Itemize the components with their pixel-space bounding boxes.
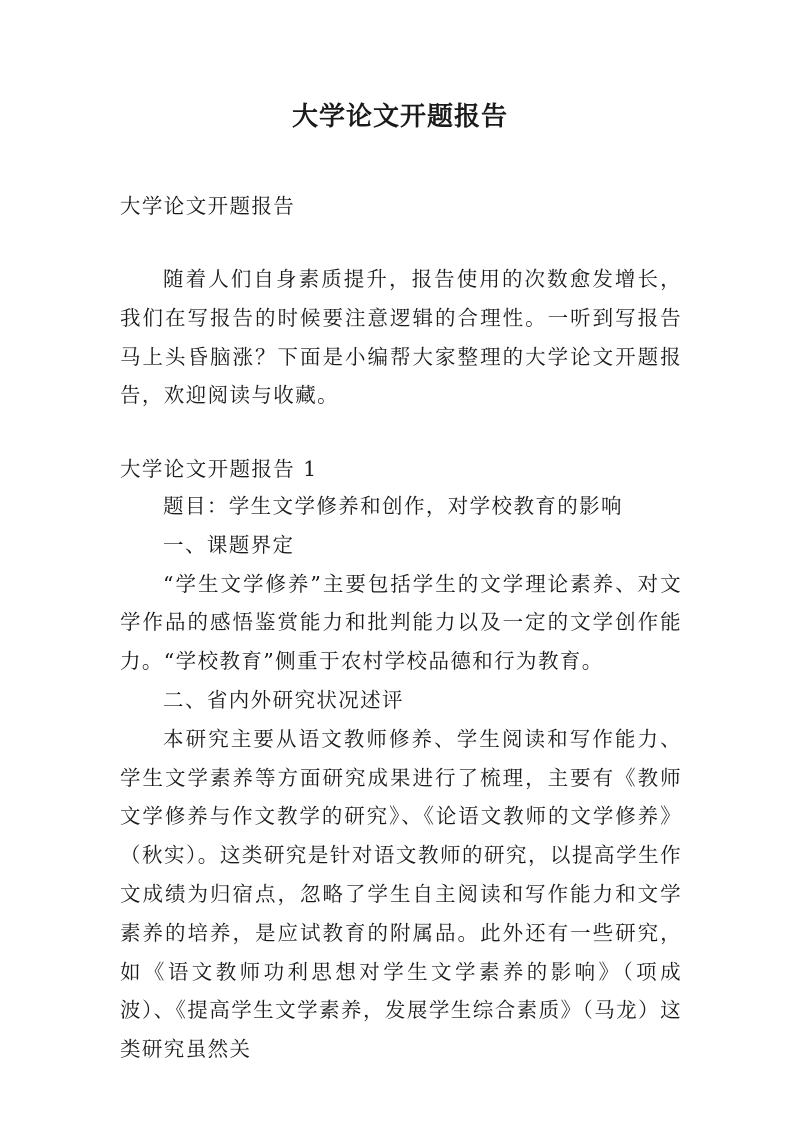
section-body	[120, 487, 682, 1069]
review-paragraph: 本研究主要从语文教师修养、学生阅读和写作能力、学生文学素养等方面研究成果进行了梳理，主要有《教师文学修养与作文教学的研究》、《论语文教师的文学修养》（秋实）。这类研究是针对语文教师的研究，以提高学生作文成绩为归宿点，忽略了学生自主阅读和写作能力和文学素养的培养，是应试教育的附属品。此外还有一些研究，如《语文教师功利思想对学生文学素养的影响》（项成波）、《提高学生文学素养，发展学生综合素质》（马龙）这类研究虽然关	[120, 726, 682, 1062]
intro-paragraph: 随着人们自身素质提升，报告使用的次数愈发增长，我们在写报告的时候要注意逻辑的合理性。一听到写报告马上头昏脑涨？下面是小编帮大家整理的大学论文开题报告，欢迎阅读与收藏。	[120, 267, 682, 408]
heading-research-review: 二、省内外研究状况述评	[163, 687, 404, 712]
definition-paragraph: “学生文学修养”主要包括学生的文学理论素养、对文学作品的感悟鉴赏能力和批判能力以及一定的文学创作能力。“学校教育”侧重于农村学校品德和行为教育。	[120, 571, 682, 674]
section-heading: 大学论文开题报告 1	[120, 457, 318, 481]
document-title: 大学论文开题报告	[291, 102, 508, 132]
heading-topic-definition: 一、课题界定	[163, 532, 295, 557]
document-subtitle: 大学论文开题报告	[120, 194, 296, 218]
topic-line: 题目：学生文学修养和创作，对学校教育的影响	[163, 494, 623, 518]
